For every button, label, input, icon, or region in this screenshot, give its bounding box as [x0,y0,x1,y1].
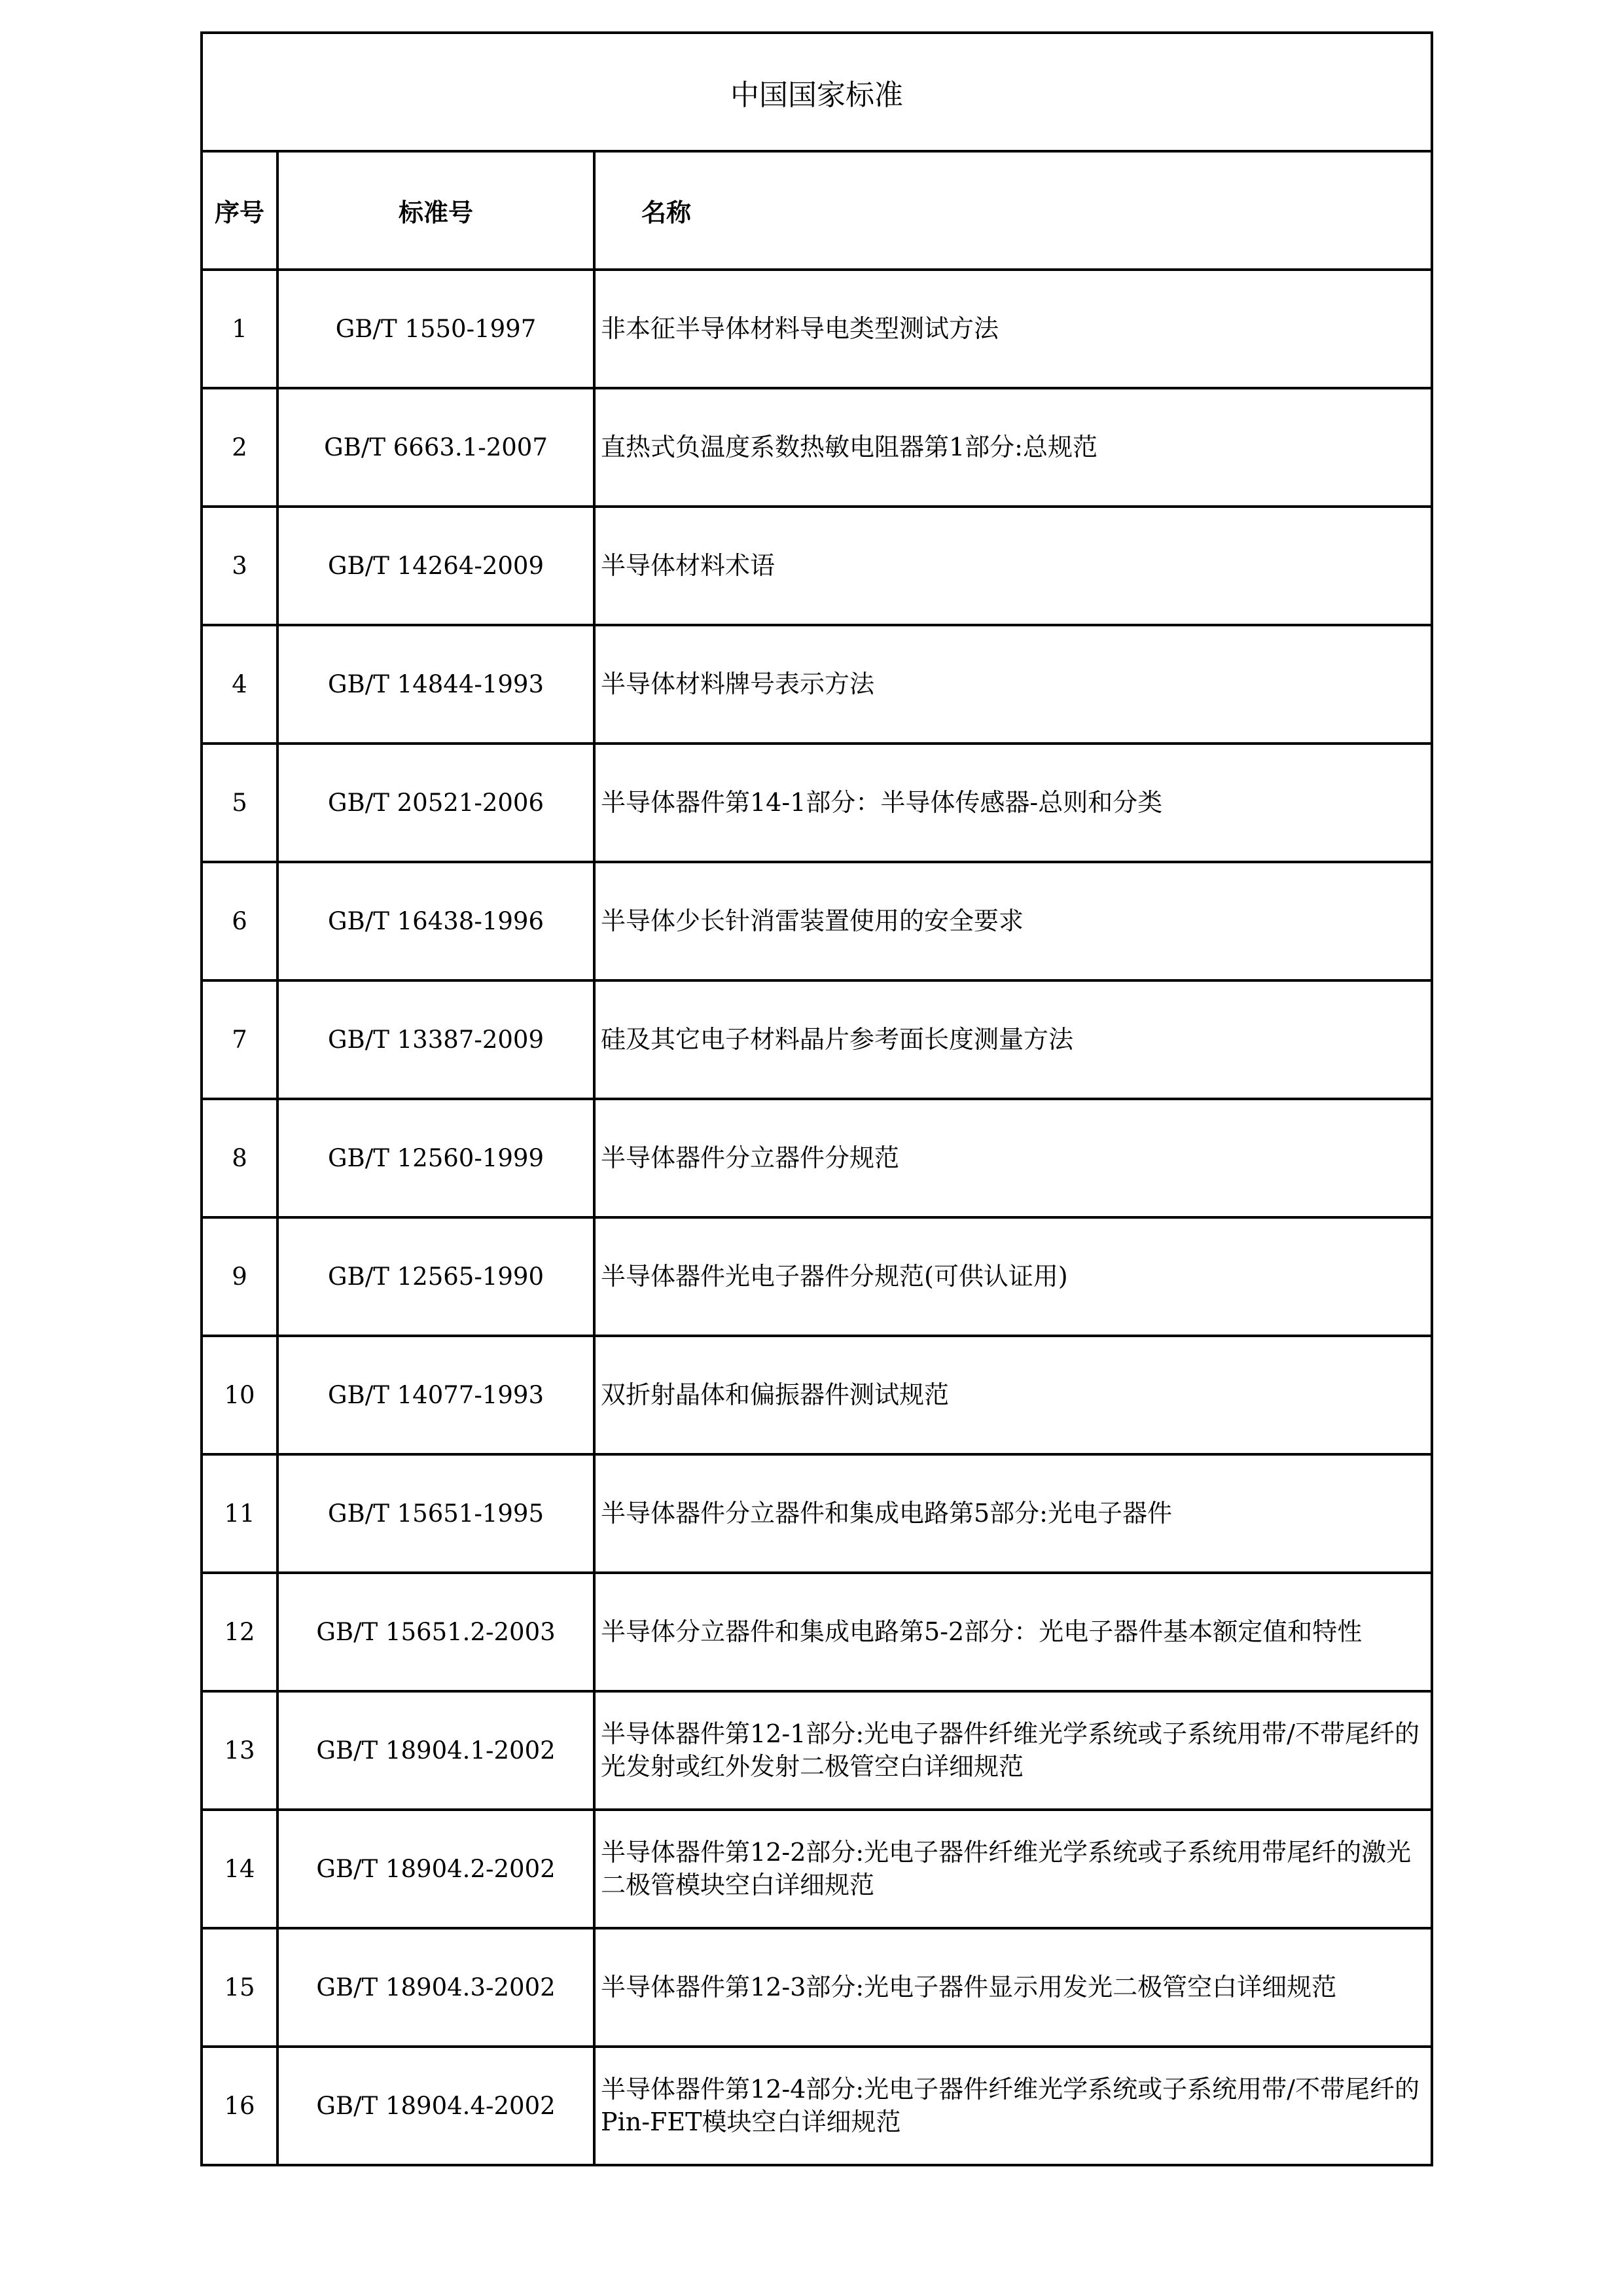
row-standard: GB/T 12560-1999 [277,1099,594,1217]
row-name: 半导体分立器件和集成电路第5-2部分：光电子器件基本额定值和特性 [594,1573,1432,1691]
row-seq: 12 [202,1573,277,1691]
row-standard: GB/T 16438-1996 [277,862,594,980]
table-row [202,270,1432,388]
row-standard: GB/T 1550-1997 [277,270,594,388]
table-row [202,2047,1432,2165]
row-seq: 7 [202,980,277,1099]
row-seq: 5 [202,744,277,862]
row-standard: GB/T 14077-1993 [277,1336,594,1454]
header-row [202,151,1432,270]
row-name: 半导体少长针消雷装置使用的安全要求 [594,862,1432,980]
row-standard: GB/T 14264-2009 [277,507,594,625]
row-name: 半导体器件第12-1部分:光电子器件纤维光学系统或子系统用带/不带尾纤的光发射或红外发射二极管空白详细规范 [594,1691,1432,1810]
row-standard: GB/T 18904.1-2002 [277,1691,594,1810]
row-name: 硅及其它电子材料晶片参考面长度测量方法 [594,980,1432,1099]
row-seq: 16 [202,2047,277,2165]
table-row [202,1928,1432,2047]
table-title: 中国国家标准 [202,33,1432,151]
row-name: 双折射晶体和偏振器件测试规范 [594,1336,1432,1454]
row-seq: 4 [202,625,277,744]
table-row [202,1336,1432,1454]
row-name: 半导体器件第12-4部分:光电子器件纤维光学系统或子系统用带/不带尾纤的Pin-FET模块空白详细规范 [594,2047,1432,2165]
row-standard: GB/T 20521-2006 [277,744,594,862]
row-seq: 2 [202,388,277,507]
header-name: 名称 [594,151,1432,270]
row-standard: GB/T 18904.3-2002 [277,1928,594,2047]
row-standard: GB/T 15651.2-2003 [277,1573,594,1691]
table-row [202,862,1432,980]
row-name: 半导体器件第12-2部分:光电子器件纤维光学系统或子系统用带尾纤的激光二极管模块空白详细规范 [594,1810,1432,1928]
row-name: 非本征半导体材料导电类型测试方法 [594,270,1432,388]
table-row [202,1454,1432,1573]
table-body [202,270,1432,2165]
row-seq: 9 [202,1217,277,1336]
row-standard: GB/T 6663.1-2007 [277,388,594,507]
row-seq: 3 [202,507,277,625]
title-row [202,33,1432,151]
row-name: 半导体器件第12-3部分:光电子器件显示用发光二极管空白详细规范 [594,1928,1432,2047]
row-name: 半导体器件第14-1部分：半导体传感器-总则和分类 [594,744,1432,862]
row-seq: 8 [202,1099,277,1217]
row-name: 半导体器件光电子器件分规范(可供认证用) [594,1217,1432,1336]
row-name: 半导体材料术语 [594,507,1432,625]
row-seq: 14 [202,1810,277,1928]
row-seq: 13 [202,1691,277,1810]
row-standard: GB/T 15651-1995 [277,1454,594,1573]
table-row [202,1217,1432,1336]
table-row [202,507,1432,625]
row-seq: 11 [202,1454,277,1573]
table-row [202,1099,1432,1217]
table-row [202,1691,1432,1810]
header-seq: 序号 [202,151,277,270]
row-seq: 1 [202,270,277,388]
header-standard: 标准号 [277,151,594,270]
standards-table [200,31,1433,2166]
row-name: 半导体材料牌号表示方法 [594,625,1432,744]
table-row [202,1573,1432,1691]
row-standard: GB/T 14844-1993 [277,625,594,744]
table-row [202,980,1432,1099]
row-name: 半导体器件分立器件和集成电路第5部分:光电子器件 [594,1454,1432,1573]
table-row [202,625,1432,744]
row-seq: 6 [202,862,277,980]
row-standard: GB/T 12565-1990 [277,1217,594,1336]
row-name: 半导体器件分立器件分规范 [594,1099,1432,1217]
table-row [202,388,1432,507]
row-seq: 10 [202,1336,277,1454]
table-row [202,1810,1432,1928]
row-standard: GB/T 18904.4-2002 [277,2047,594,2165]
row-name: 直热式负温度系数热敏电阻器第1部分:总规范 [594,388,1432,507]
row-standard: GB/T 13387-2009 [277,980,594,1099]
table-row [202,744,1432,862]
row-seq: 15 [202,1928,277,2047]
row-standard: GB/T 18904.2-2002 [277,1810,594,1928]
